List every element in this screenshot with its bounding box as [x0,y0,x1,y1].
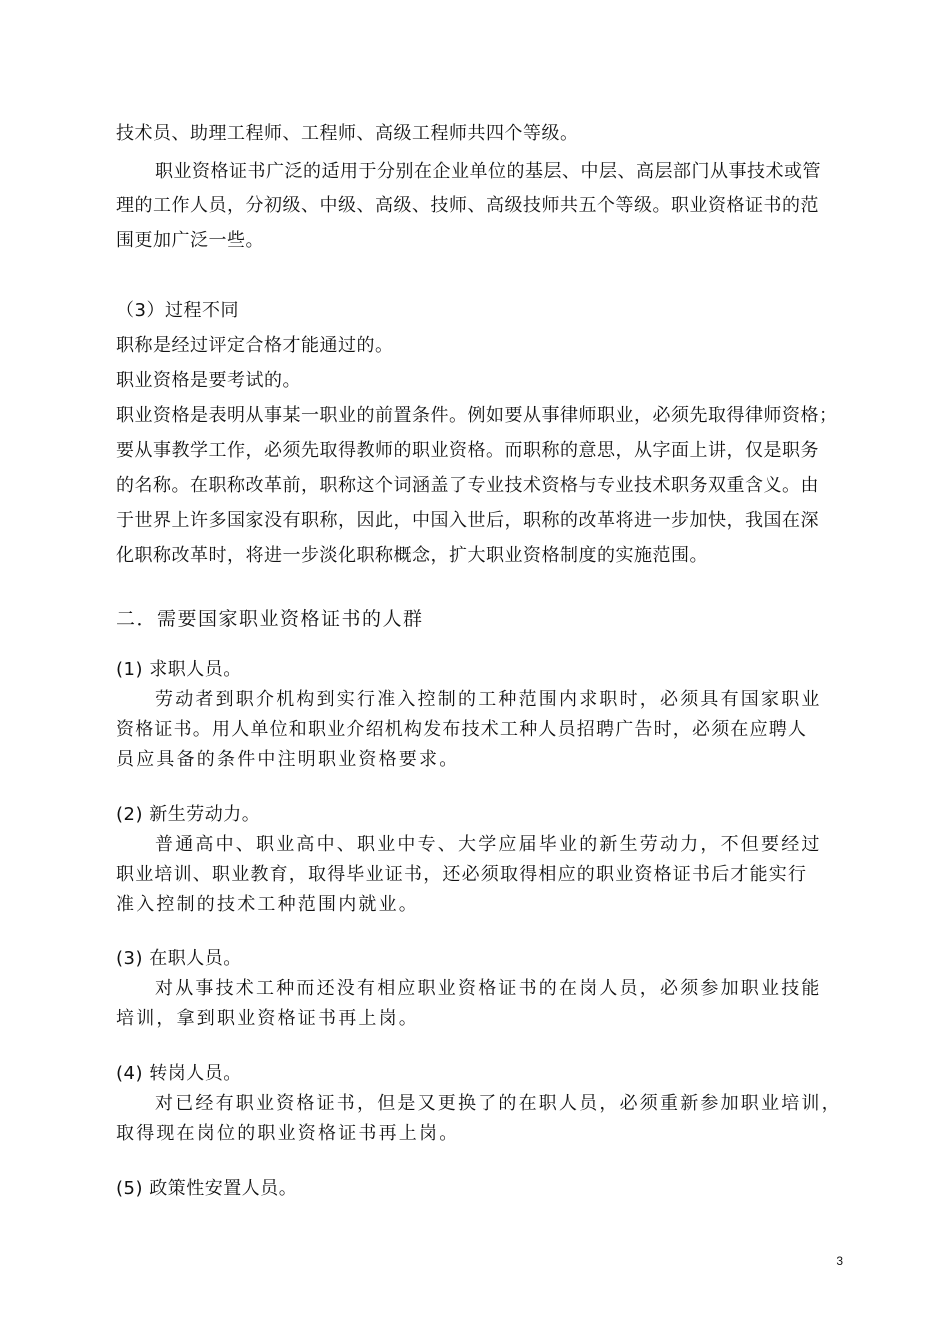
list-item-title: (5) 政策性安置人员。 [116,1178,298,1199]
paragraph-line: 职业资格证书广泛的适用于分别在企业单位的基层、中层、高层部门从事技术或管 [155,161,821,182]
paragraph-line: 资格证书。用人单位和职业介绍机构发布技术工种人员招聘广告时，必须在应聘人 [116,719,808,740]
paragraph-line: 对从事技术工种而还没有相应职业资格证书的在岗人员，必须参加职业技能 [155,978,822,999]
text-line: 职称是经过评定合格才能通过的。 [116,335,394,356]
paragraph-line: 普通高中、职业高中、职业中专、大学应届毕业的新生劳动力，不但要经过 [155,834,822,855]
paragraph-line: 劳动者到职介机构到实行准入控制的工种范围内求职时，必须具有国家职业 [155,689,822,710]
paragraph-line: 准入控制的技术工种范围内就业。 [116,894,419,915]
text-line: 技术员、助理工程师、工程师、高级工程师共四个等级。 [116,123,579,144]
paragraph-line: 于世界上许多国家没有职称，因此，中国入世后，职称的改革将进一步加快，我国在深 [116,510,819,531]
paragraph-line: 职业培训、职业教育，取得毕业证书，还必须取得相应的职业资格证书后才能实行 [116,864,808,885]
paragraph-line: 化职称改革时，将进一步淡化职称概念，扩大职业资格制度的实施范围。 [116,545,708,566]
paragraph-line: 的名称。在职称改革前，职称这个词涵盖了专业技术资格与专业技术职务双重含义。由 [116,475,819,496]
text-line: 职业资格是要考试的。 [116,370,301,391]
paragraph-line: 要从事教学工作，必须先取得教师的职业资格。而职称的意思，从字面上讲，仅是职务 [116,440,819,461]
section-subheading: （3）过程不同 [116,300,239,321]
paragraph-line: 对已经有职业资格证书，但是又更换了的在职人员，必须重新参加职业培训， [155,1093,842,1114]
section-heading: 二．需要国家职业资格证书的人群 [116,608,424,630]
paragraph-line: 职业资格是表明从事某一职业的前置条件。例如要从事律师职业，必须先取得律师资格； [116,405,838,426]
paragraph-line: 理的工作人员，分初级、中级、高级、技师、高级技师共五个等级。职业资格证书的范 [116,195,819,216]
list-item-title: (2) 新生劳动力。 [116,804,261,825]
list-item-title: (3) 在职人员。 [116,948,242,969]
paragraph-line: 培训，拿到职业资格证书再上岗。 [116,1008,419,1029]
paragraph-line: 围更加广泛一些。 [116,230,264,251]
list-item-title: (4) 转岗人员。 [116,1063,242,1084]
list-item-title: (1) 求职人员。 [116,659,242,680]
page-number: 3 [836,1254,843,1268]
paragraph-line: 取得现在岗位的职业资格证书再上岗。 [116,1123,460,1144]
paragraph-line: 员应具备的条件中注明职业资格要求。 [116,749,460,770]
